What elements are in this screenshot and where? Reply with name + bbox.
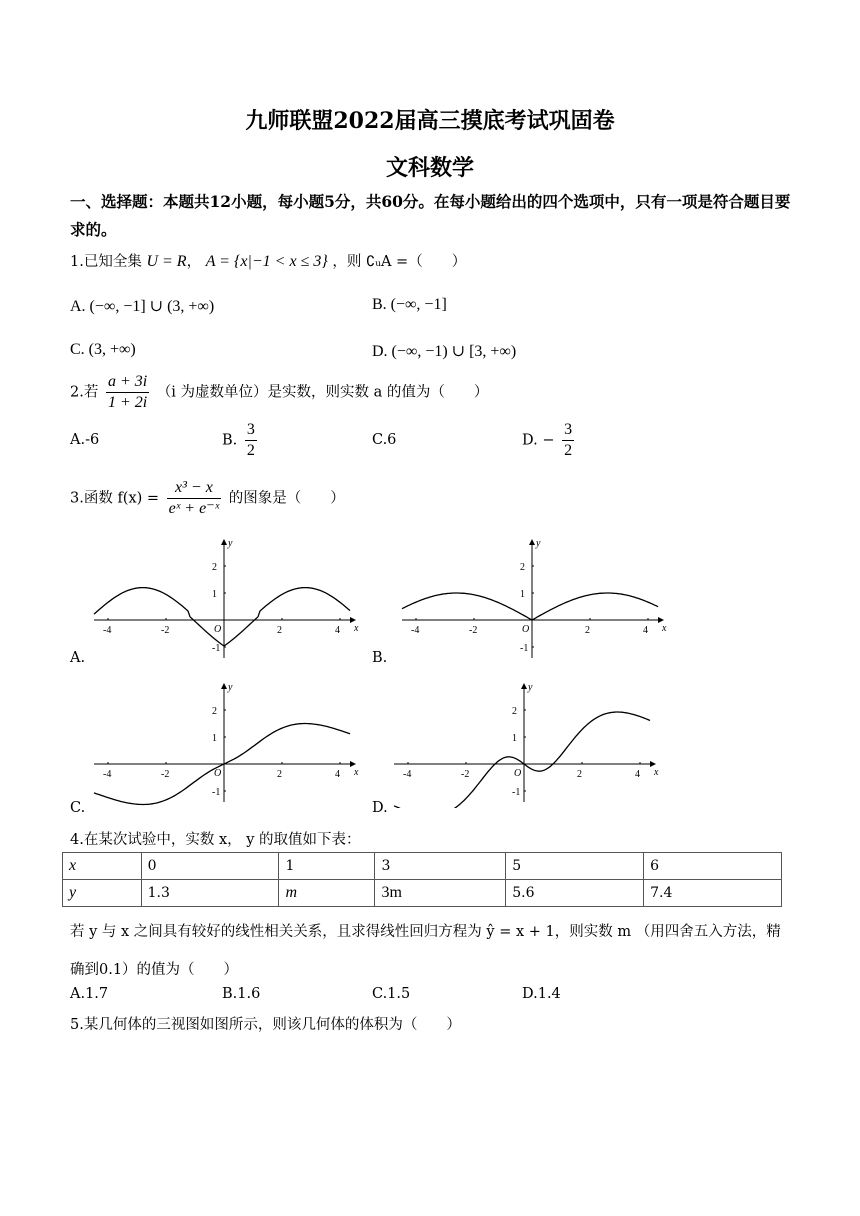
q2-denominator: 1 + 2i: [107, 394, 148, 411]
table-cell: 1.3: [141, 880, 279, 907]
q2-option-a: A.-6: [70, 432, 100, 448]
exam-title: 九师联盟2022届高三摸底考试巩固卷: [245, 108, 615, 134]
origin-label: O: [214, 624, 222, 635]
y-tick-label: -1: [212, 643, 221, 654]
y-tick-label: 2: [512, 706, 517, 717]
q2-option-d-num: 3: [562, 420, 574, 441]
y-axis-label: y: [228, 538, 233, 549]
q1-stem: 1.已知全集 U = R， A = {x|−1 < x ≤ 3} ，则 ∁ᵤA =（ ）: [70, 253, 467, 270]
x-tick-label: 2: [277, 769, 282, 780]
table-cell: 1: [279, 853, 375, 880]
q1-option-d: D. (−∞, −1) ∪ [3, +∞): [372, 343, 517, 360]
y-axis-arrow: [221, 539, 227, 545]
y-axis-label: y: [528, 682, 533, 693]
y-tick-label: -1: [512, 787, 521, 798]
graph-d: [384, 680, 664, 808]
table-cell: 7.4: [644, 880, 782, 907]
x-tick-label: 2: [585, 625, 590, 636]
graph-a-label: A.: [70, 650, 86, 666]
y-tick-label: 1: [212, 589, 217, 600]
q4-text-line2: 确到0.1）的值为（ ）: [70, 962, 239, 978]
x-axis-label: x: [654, 767, 659, 778]
x-tick-label: 4: [643, 625, 648, 636]
x-axis-label: x: [354, 623, 359, 634]
y-axis-arrow: [221, 683, 227, 689]
x-tick-label: -4: [103, 625, 112, 636]
q2-option-b-den: 2: [246, 442, 255, 459]
x-tick-label: -4: [103, 769, 112, 780]
table-cell: 3: [375, 853, 506, 880]
q1-option-a: A. (−∞, −1] ∪ (3, +∞): [70, 298, 215, 315]
x-tick-label: 4: [635, 769, 640, 780]
y-tick-label: 2: [212, 562, 217, 573]
q2-suffix: （i 为虚数单位）是实数，则实数 a 的值为（ ）: [156, 384, 489, 401]
q4-text-line1: 若 y 与 x 之间具有较好的线性相关关系，且求得线性回归方程为 ŷ = x + 1，则实数 m （用四舍五入方法，精: [70, 924, 781, 940]
q2-option-d-label: D. −: [522, 432, 555, 449]
q4-option-b: B.1.6: [222, 986, 261, 1002]
function-curve: [402, 593, 658, 620]
q2-option-d: [522, 420, 577, 461]
graph-c-label: C.: [70, 800, 86, 816]
origin-label: O: [214, 768, 222, 779]
x-tick-label: 2: [577, 769, 582, 780]
q2-numerator: a + 3i: [106, 372, 149, 393]
q2-fraction: [106, 372, 149, 413]
q2-option-c: C.6: [372, 432, 397, 448]
q3-stem: [70, 478, 345, 519]
y-tick-label: 1: [520, 589, 525, 600]
q3-suffix: 的图象是（ ）: [228, 490, 345, 507]
x-tick-label: -4: [411, 625, 420, 636]
table-cell: y: [63, 880, 142, 907]
table-cell: 5.6: [506, 880, 644, 907]
graph-d-label: D.: [372, 800, 388, 816]
q1-universal-set: U = R: [146, 253, 187, 270]
q1-set-a: A = {x|−1 < x ≤ 3}: [205, 253, 328, 270]
q1-option-c: C. (3, +∞): [70, 341, 136, 358]
y-tick-label: -1: [212, 787, 221, 798]
q2-stem: [70, 372, 488, 413]
table-cell: x: [63, 853, 142, 880]
table-row: [63, 853, 782, 880]
y-tick-label: 1: [212, 733, 217, 744]
x-tick-label: 4: [335, 625, 340, 636]
q4-stem: 4.在某次试验中，实数 x， y 的取值如下表：: [70, 832, 361, 848]
q2-option-d-fraction: [562, 420, 574, 461]
x-tick-label: -2: [469, 625, 478, 636]
q2-option-b-label: B.: [222, 432, 238, 449]
q2-prefix: 2.若: [70, 384, 99, 401]
function-curve: [394, 712, 650, 808]
function-curve: [94, 588, 350, 646]
q2-option-b-fraction: [245, 420, 257, 461]
table-cell: 0: [141, 853, 279, 880]
y-axis-arrow: [521, 683, 527, 689]
q3-fraction: [167, 478, 221, 519]
q3-denominator: eˣ + e⁻ˣ: [168, 500, 220, 517]
q1-option-b: B. (−∞, −1]: [372, 296, 447, 313]
graph-b-label: B.: [372, 650, 388, 666]
x-axis-label: x: [354, 767, 359, 778]
x-tick-label: -4: [403, 769, 412, 780]
table-cell: m: [279, 880, 375, 907]
x-tick-label: 4: [335, 769, 340, 780]
section-instructions: 一、选择题：本题共12小题，每小题5分，共60分。在每小题给出的四个选项中，只有一项是符合题目要求的。: [70, 192, 791, 239]
q1-stem-prefix: 1.已知全集: [70, 254, 142, 270]
y-axis-arrow: [529, 539, 535, 545]
q1-stem-suffix: ，则 ∁ᵤA =（ ）: [332, 254, 467, 270]
y-tick-label: 1: [512, 733, 517, 744]
y-tick-label: 2: [212, 706, 217, 717]
graph-b: [392, 536, 672, 664]
x-axis-label: x: [662, 623, 667, 634]
origin-label: O: [522, 624, 530, 635]
q4-table: [62, 852, 782, 907]
q3-numerator: x³ − x: [167, 478, 221, 499]
q4-option-d: D.1.4: [522, 986, 561, 1002]
graph-c: [84, 680, 364, 808]
q4-option-a: A.1.7: [70, 986, 109, 1002]
q2-option-d-den: 2: [564, 442, 573, 459]
table-cell: 6: [644, 853, 782, 880]
origin-label: O: [514, 768, 522, 779]
x-tick-label: 2: [277, 625, 282, 636]
q3-prefix: 3.函数 f(x) =: [70, 490, 160, 507]
q4-option-c: C.1.5: [372, 986, 411, 1002]
x-tick-label: -2: [461, 769, 470, 780]
x-tick-label: -2: [161, 625, 170, 636]
q2-option-b-num: 3: [245, 420, 257, 441]
table-cell: 5: [506, 853, 644, 880]
y-tick-label: -1: [520, 643, 529, 654]
exam-subtitle: 文科数学: [385, 155, 474, 181]
y-axis-label: y: [228, 682, 233, 693]
q2-option-b: [222, 420, 260, 461]
table-cell: 3m: [375, 880, 506, 907]
x-tick-label: -2: [161, 769, 170, 780]
q5-stem: 5.某几何体的三视图如图所示，则该几何体的体积为（ ）: [70, 1017, 461, 1033]
y-axis-label: y: [536, 538, 541, 549]
y-tick-label: 2: [520, 562, 525, 573]
graph-a: [84, 536, 364, 664]
table-row: [63, 880, 782, 907]
